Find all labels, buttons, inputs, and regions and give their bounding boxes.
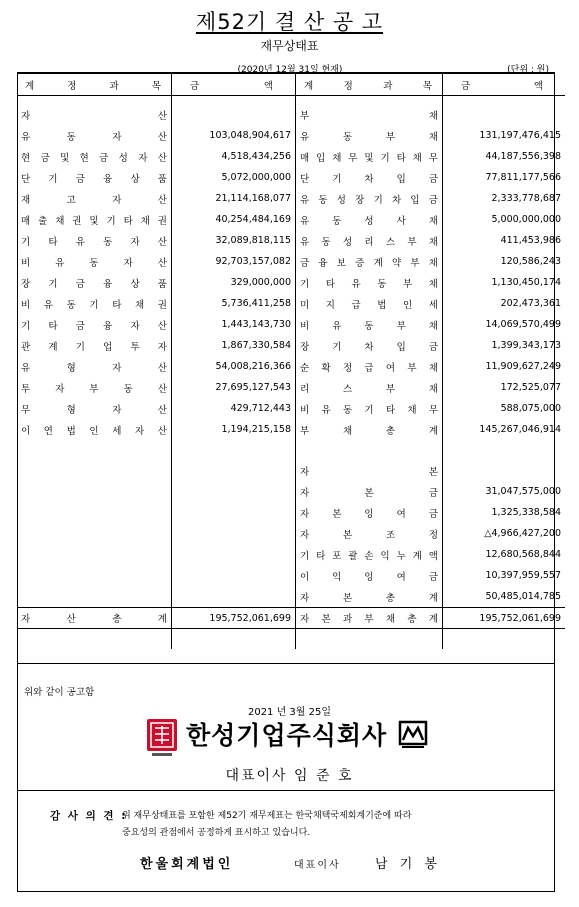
account-label: 매 출 채 권 및 기 타 채 권 <box>17 209 172 230</box>
account-label: 이 연 법 인 세 자 산 <box>17 419 172 440</box>
amount-value: △4,966,427,200 <box>484 528 561 539</box>
amount-value: 44,187,556,398 <box>485 151 561 162</box>
table-row <box>17 335 565 356</box>
account-label: 관 계 기 업 투 자 <box>17 335 172 356</box>
account-label: 자 본 금 <box>296 481 443 502</box>
account-label: 매 입 채 무 및 기 타 채 무 <box>296 146 443 167</box>
table-row <box>17 565 565 586</box>
table-row <box>17 251 565 272</box>
amount-value <box>443 460 566 481</box>
statement-subtitle: 재무상태표 <box>260 39 319 53</box>
total-label: 자 본 과 부 채 총 계 <box>296 608 443 629</box>
account-label: 비 유 동 기 타 채 무 <box>296 398 443 419</box>
table-row <box>17 167 565 188</box>
amount-value: 145,267,046,914 <box>479 424 561 435</box>
amount-value: 40,254,484,169 <box>172 209 296 230</box>
account-label: 비 유 동 자 산 <box>17 251 172 272</box>
divider <box>17 663 555 664</box>
account-label: 유 동 성 리 스 부 채 <box>296 230 443 251</box>
account-label: 단 기 금 융 상 품 <box>17 167 172 188</box>
amount-value: 131,197,476,415 <box>479 130 561 141</box>
amount-value: 1,867,330,584 <box>172 335 296 356</box>
table-row <box>17 356 565 377</box>
table-row <box>17 481 565 502</box>
amount-value: 1,194,215,158 <box>172 419 296 440</box>
table-row <box>17 502 565 523</box>
notice-title: 제52기 결 산 공 고 <box>195 10 384 34</box>
total-label: 자 산 총 계 <box>17 608 172 629</box>
company-logo-icon <box>398 720 428 750</box>
table-header-row <box>17 74 565 96</box>
account-label: 기 타 유 동 자 산 <box>17 230 172 251</box>
column-header: 금 액 <box>172 74 296 96</box>
table-row <box>17 586 565 608</box>
account-label: 자 본 조 정 <box>296 523 443 544</box>
date-note: (2020년 12월 31일 현재) <box>237 65 343 75</box>
audit-firm-rep-name: 남 기 봉 <box>375 857 441 872</box>
account-label: 기 타 유 동 부 채 <box>296 272 443 293</box>
table-row <box>17 125 565 146</box>
ceo-name: 대표이사 임 준 호 <box>225 768 354 784</box>
account-label: 유 형 자 산 <box>17 356 172 377</box>
amount-value: 32,089,818,115 <box>172 230 296 251</box>
account-label: 유 동 부 채 <box>296 125 443 146</box>
notice-text: 위와 같이 공고함 <box>24 687 95 698</box>
amount-value: 588,075,000 <box>500 403 561 414</box>
account-label: 부 채 <box>296 104 443 125</box>
table-row <box>17 230 565 251</box>
amount-value: 21,114,168,077 <box>172 188 296 209</box>
column-header: 계 정 과 목 <box>296 74 443 96</box>
audit-opinion-text: 위 재무상태표를 포함한 제52기 재무제표는 한국채택국제회계기준에 따라 <box>122 811 412 821</box>
account-label: 비 유 동 기 타 채 권 <box>17 293 172 314</box>
table-row <box>17 146 565 167</box>
balance-sheet-table <box>17 74 565 649</box>
amount-value: 1,325,338,584 <box>491 507 561 518</box>
table-row <box>17 104 565 125</box>
table-row <box>17 314 565 335</box>
amount-value: 429,712,443 <box>172 398 296 419</box>
account-label: 순 확 정 급 여 부 채 <box>296 356 443 377</box>
account-label: 투 자 부 동 산 <box>17 377 172 398</box>
table-row <box>17 272 565 293</box>
table-row <box>17 523 565 544</box>
table-row <box>17 377 565 398</box>
amount-value: 31,047,575,000 <box>485 486 561 497</box>
table-row <box>17 419 565 440</box>
amount-value: 1,443,143,730 <box>172 314 296 335</box>
amount-value: 4,518,434,256 <box>172 146 296 167</box>
account-label: 기 타 금 융 자 산 <box>17 314 172 335</box>
amount-value: 1,399,343,173 <box>491 340 561 351</box>
table-row <box>17 209 565 230</box>
table-row <box>17 544 565 565</box>
audit-firm: 한울회계법인 <box>140 857 234 872</box>
total-value: 195,752,061,699 <box>443 608 566 629</box>
amount-value: 27,695,127,543 <box>172 377 296 398</box>
account-label: 이 익 잉 여 금 <box>296 565 443 586</box>
audit-opinion-text: 중요성의 관점에서 공정하게 표시하고 있습니다. <box>122 828 311 838</box>
account-label: 자 본 총 계 <box>296 586 443 608</box>
account-label: 자 산 <box>17 104 172 125</box>
amount-value: 103,048,904,617 <box>172 125 296 146</box>
table-row <box>17 460 565 481</box>
account-label: 장 기 금 융 상 품 <box>17 272 172 293</box>
account-label: 자 본 <box>296 460 443 481</box>
audit-opinion-label: 감 사 의 견 : <box>50 810 128 822</box>
account-label: 유 동 성 장 기 차 입 금 <box>296 188 443 209</box>
amount-value: 329,000,000 <box>172 272 296 293</box>
unit-note: (단위 : 원) <box>507 65 549 75</box>
column-header: 계 정 과 목 <box>17 74 172 96</box>
amount-value <box>172 104 296 125</box>
account-label: 유 동 자 산 <box>17 125 172 146</box>
account-label: 기 타 포 괄 손 익 누 계 액 <box>296 544 443 565</box>
amount-value: 77,811,177,566 <box>485 172 561 183</box>
account-label: 유 동 성 사 채 <box>296 209 443 230</box>
amount-value: 92,703,157,082 <box>172 251 296 272</box>
publish-date: 2021 년 3월 25일 <box>247 707 332 718</box>
column-header: 금 액 <box>443 74 566 96</box>
amount-value <box>443 104 566 125</box>
company-name: 한성기업주식회사 <box>186 721 388 750</box>
amount-value: 5,736,411,258 <box>172 293 296 314</box>
amount-value: 5,072,000,000 <box>172 167 296 188</box>
account-label: 무 형 자 산 <box>17 398 172 419</box>
company-seal-icon <box>146 718 178 758</box>
amount-value: 1,130,450,174 <box>491 277 561 288</box>
amount-value: 411,453,986 <box>500 235 561 246</box>
account-label: 단 기 차 입 금 <box>296 167 443 188</box>
total-row <box>17 608 565 629</box>
account-label: 장 기 차 입 금 <box>296 335 443 356</box>
amount-value: 12,680,568,844 <box>485 549 561 560</box>
amount-value: 2,333,778,687 <box>491 193 561 204</box>
total-value: 195,752,061,699 <box>172 608 296 629</box>
amount-value: 10,397,959,557 <box>485 570 561 581</box>
audit-firm-rep-title: 대표이사 <box>294 860 341 871</box>
account-label: 재 고 자 산 <box>17 188 172 209</box>
amount-value: 202,473,361 <box>500 298 561 309</box>
table-row <box>17 293 565 314</box>
account-label: 금 융 보 증 계 약 부 채 <box>296 251 443 272</box>
account-label: 비 유 동 부 채 <box>296 314 443 335</box>
amount-value: 172,525,077 <box>500 382 561 393</box>
amount-value: 50,485,014,785 <box>485 591 561 602</box>
account-label: 자 본 잉 여 금 <box>296 502 443 523</box>
amount-value: 11,909,627,249 <box>485 361 561 372</box>
account-label: 부 채 총 계 <box>296 419 443 440</box>
account-label: 리 스 부 채 <box>296 377 443 398</box>
table-row <box>17 188 565 209</box>
amount-value: 120,586,243 <box>500 256 561 267</box>
amount-value: 5,000,000,000 <box>491 214 561 225</box>
account-label: 현 금 및 현 금 성 자 산 <box>17 146 172 167</box>
amount-value: 54,008,216,366 <box>172 356 296 377</box>
account-label: 미 지 급 법 인 세 <box>296 293 443 314</box>
amount-value: 14,069,570,499 <box>485 319 561 330</box>
divider <box>17 790 555 791</box>
table-row <box>17 398 565 419</box>
